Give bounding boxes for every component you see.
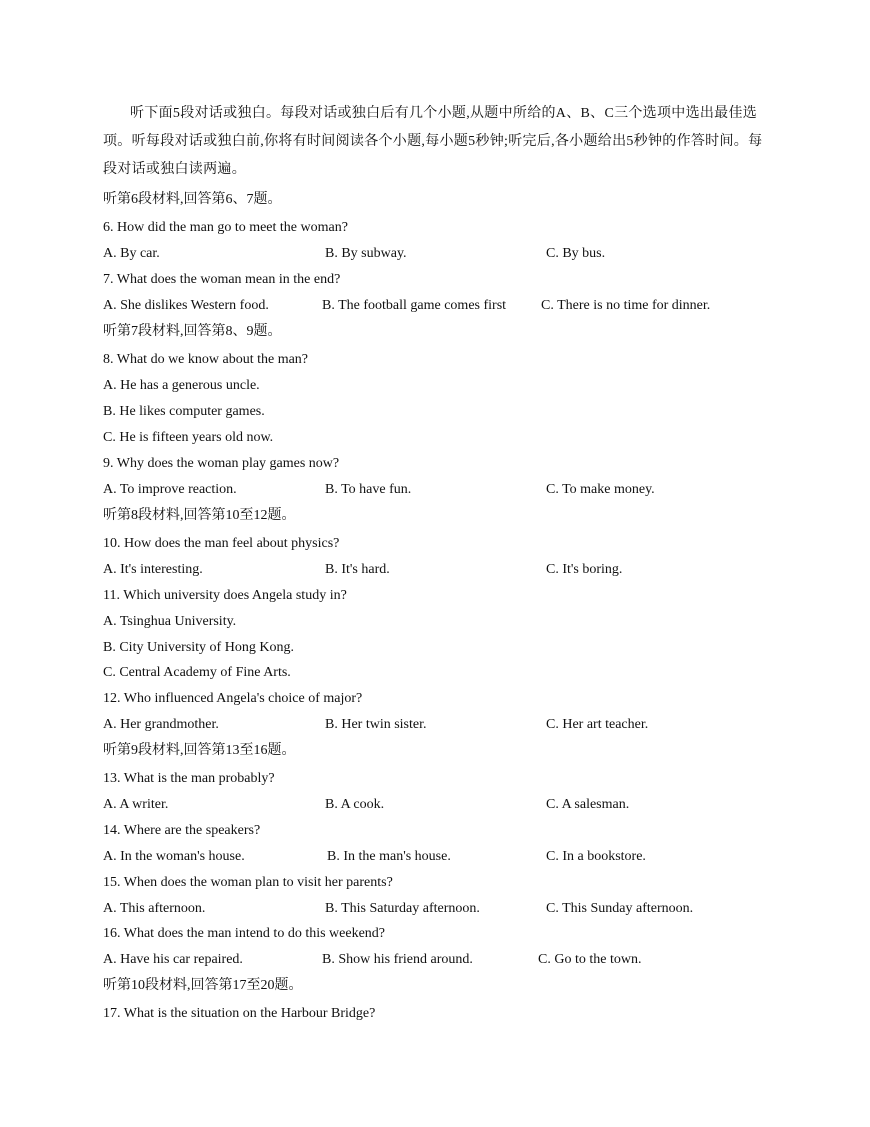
question-text: 14. Where are the speakers? [103,823,261,838]
options-row [103,481,803,499]
option-a: A. A writer. [103,797,169,812]
option-b: B. By subway. [325,246,407,261]
option-c: C. It's boring. [546,562,623,577]
question-text: 12. Who influenced Angela's choice of major? [103,691,363,706]
option-b: B. A cook. [325,797,385,812]
options-row [103,951,803,969]
options-row [103,245,803,263]
question-text: 17. What is the situation on the Harbour Bridge? [103,1006,376,1021]
option-c: C. He is fifteen years old now. [103,430,274,445]
section-heading: 听第7段材料,回答第8、9题。 [103,324,282,339]
option-a: A. This afternoon. [103,901,206,916]
option-b: B. To have fun. [325,482,412,497]
option-b: B. This Saturday afternoon. [325,901,480,916]
question-text: 16. What does the man intend to do this weekend? [103,926,386,941]
option-c: C. Her art teacher. [546,717,649,732]
option-c: C. To make money. [546,482,655,497]
option-b: B. The football game comes first [322,298,507,313]
option-a: A. Tsinghua University. [103,614,237,629]
option-a: A. By car. [103,246,160,261]
option-c: C. Go to the town. [538,952,642,967]
options-row [103,561,803,579]
instructions-paragraph: 听下面5段对话或独白。每段对话或独白后有几个小题,从题中所给的A、B、C三个选项中选出最佳选项。听每段对话或独白前,你将有时间阅读各个小题,每小题5秒钟;听完后,各小题给出5秒钟的作答时间。每段对话或独白读两遍。 [103,106,763,177]
option-b: B. City University of Hong Kong. [103,640,294,655]
question-text: 15. When does the woman plan to visit her parents? [103,875,393,890]
option-c: C. Central Academy of Fine Arts. [103,665,291,680]
options-row [103,900,803,918]
option-a: A. To improve reaction. [103,482,237,497]
option-b: B. Her twin sister. [325,717,427,732]
option-c: C. By bus. [546,246,606,261]
option-b: B. Show his friend around. [322,952,473,967]
section-heading: 听第10段材料,回答第17至20题。 [103,978,303,993]
option-c: C. A salesman. [546,797,630,812]
options-row [103,297,803,315]
option-a: A. She dislikes Western food. [103,298,269,313]
option-a: A. He has a generous uncle. [103,378,260,393]
question-text: 8. What do we know about the man? [103,352,309,367]
option-a: A. Have his car repaired. [103,952,243,967]
question-text: 7. What does the woman mean in the end? [103,272,341,287]
option-b: B. It's hard. [325,562,390,577]
option-a: A. In the woman's house. [103,849,245,864]
question-text: 9. Why does the woman play games now? [103,456,340,471]
option-b: B. In the man's house. [327,849,451,864]
question-text: 13. What is the man probably? [103,771,275,786]
options-row [103,796,803,814]
options-row [103,848,803,866]
option-b: B. He likes computer games. [103,404,265,419]
option-a: A. It's interesting. [103,562,203,577]
option-c: C. This Sunday afternoon. [546,901,694,916]
option-a: A. Her grandmother. [103,717,219,732]
section-heading: 听第8段材料,回答第10至12题。 [103,508,296,523]
options-row [103,716,803,734]
question-text: 6. How did the man go to meet the woman? [103,220,348,235]
section-heading: 听第9段材料,回答第13至16题。 [103,743,296,758]
option-c: C. There is no time for dinner. [541,298,711,313]
option-c: C. In a bookstore. [546,849,646,864]
section-heading: 听第6段材料,回答第6、7题。 [103,192,282,207]
question-text: 11. Which university does Angela study in? [103,588,347,603]
question-text: 10. How does the man feel about physics? [103,536,340,551]
